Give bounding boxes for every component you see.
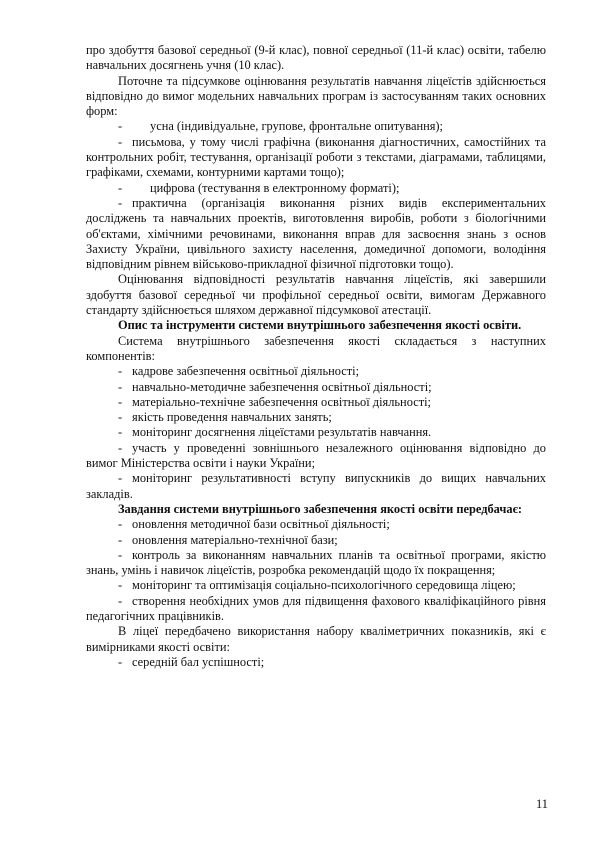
list-item-written — [86, 135, 546, 181]
list-item-plan-control — [86, 548, 546, 579]
list-item-update-methodical-base — [86, 517, 546, 532]
paragraph-continuation: про здобуття базової середньої (9-й клас), повної середньої (11-й клас) освіти, табелю навчальних досягнень учня (10 клас). — [86, 43, 546, 73]
list-item-social-environment — [86, 578, 546, 593]
list-dash: - — [118, 532, 123, 547]
paragraph-assessment-forms-intro: Поточне та підсумкове оцінювання результатів навчання ліцеїстів здійснюється відповідно до вимог модельних навчальних програм із застосуванням таких основних форм: — [86, 73, 546, 119]
list-item-digital — [86, 181, 546, 196]
list-item-text: навчально-методичне забезпечення освітньої діяльності; — [132, 379, 432, 394]
list-dash: - — [118, 195, 123, 210]
list-item-staffing — [86, 364, 546, 379]
list-item-material — [86, 395, 546, 410]
list-item-text: моніторинг та оптимізація соціально-психологічного середовища ліцею; — [132, 578, 516, 593]
list-dash: - — [118, 180, 123, 195]
list-item-text: середній бал успішності; — [132, 654, 265, 669]
list-dash: - — [118, 410, 123, 425]
list-item-text: моніторинг результативності вступу випускників до вищих навчальних закладів. — [86, 471, 546, 501]
list-item-text: участь у проведенні зовнішнього незалежного оцінювання відповідно до вимог Міністерства освіти і науки України; — [86, 440, 546, 471]
list-item-practical — [86, 196, 546, 272]
paragraph-system-components-intro: Система внутрішнього забезпечення якості складається з наступних компонентів: — [86, 333, 546, 363]
list-item-text: практична (організація виконання різних видів експериментальних досліджень та навчальних проектів, виготовлення виробів, роботи з біологічними об'єктами, хімічними речовинами, виконання вправ для засвоєння знань з основ Захисту України, цивільного захисту населення, домедичної допомоги, володіння відповідним рівнем військово-прикладної фізичної підготовки тощо). — [86, 195, 546, 272]
list-dash: - — [118, 654, 123, 669]
list-dash: - — [118, 379, 123, 394]
list-dash: - — [118, 547, 123, 562]
list-item-text: контроль за виконанням навчальних планів та освітньої програми, якістю знань, умінь і навичок ліцеїстів, розробка рекомендацій щодо їх покращення; — [86, 547, 546, 578]
list-item-update-material-base — [86, 533, 546, 548]
list-dash: - — [118, 517, 123, 532]
list-dash: - — [118, 119, 123, 134]
list-item-text: оновлення матеріально-технічної бази; — [132, 532, 338, 547]
list-item-oral — [86, 119, 546, 134]
list-item-text: кадрове забезпечення освітньої діяльності; — [132, 364, 360, 379]
paragraph-state-attestation: Оцінювання відповідності результатів навчання ліцеїстів, які завершили здобуття базової середньої чи профільної середньої освіти, вимогам Державного стандарту здійснюється шляхом державної підсумкової атестації. — [86, 272, 546, 318]
section-heading-system-tasks: Завдання системи внутрішнього забезпечення якості освіти передбачає: — [118, 501, 523, 516]
list-dash: - — [118, 134, 123, 149]
list-dash: - — [118, 425, 123, 440]
list-item-text: моніторинг досягнення ліцеїстами результатів навчання. — [132, 425, 432, 440]
section-heading-internal-quality: Опис та інструменти системи внутрішнього забезпечення якості освіти. — [118, 318, 522, 333]
list-item-monitoring-results — [86, 425, 546, 440]
paragraph-qualimetric-indicators: В ліцеї передбачено використання набору кваліметричних показників, які є вимірниками якості освіти: — [86, 624, 546, 654]
list-item-teacher-qualification — [86, 594, 546, 625]
list-dash: - — [118, 364, 123, 379]
list-dash: - — [118, 394, 123, 409]
list-item-text: створення необхідних умов для підвищення фахового кваліфікаційного рівня педагогічних працівників. — [86, 593, 546, 623]
list-item-text: якість проведення навчальних занять; — [132, 410, 332, 425]
page-body — [86, 43, 546, 670]
list-item-text: письмова, у тому числі графічна (виконання діагностичних, самостійних та контрольних робіт, тестування, організації роботи з текстами, діаграмами, таблицями, графіками, схемами, контурними картами тощо); — [86, 134, 546, 180]
list-item-average-grade — [86, 655, 546, 670]
list-dash: - — [118, 578, 123, 593]
list-dash: - — [118, 593, 123, 608]
page-number: 11 — [536, 797, 548, 811]
list-item-graduate-admission — [86, 471, 546, 502]
list-item-text: цифрова (тестування в електронному форматі); — [150, 180, 400, 195]
list-dash: - — [118, 471, 123, 486]
list-item-lesson-quality — [86, 410, 546, 425]
list-item-external-assessment — [86, 441, 546, 472]
list-item-text: матеріально-технічне забезпечення освітньої діяльності; — [132, 394, 431, 409]
list-item-text: усна (індивідуальне, групове, фронтальне опитування); — [150, 119, 443, 134]
list-item-methodical — [86, 380, 546, 395]
list-item-text: оновлення методичної бази освітньої діяльності; — [132, 517, 390, 532]
list-dash: - — [118, 440, 123, 455]
